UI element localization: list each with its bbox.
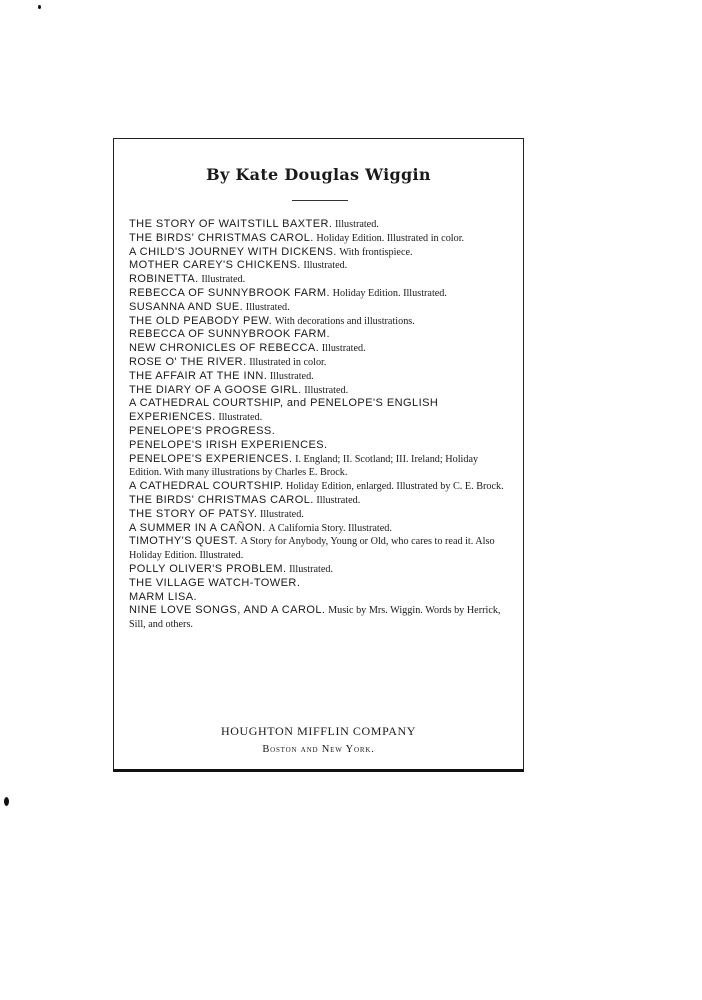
- list-item: [129, 232, 511, 246]
- book-title: THE VILLAGE WATCH-TOWER.: [129, 576, 301, 589]
- book-title: SUSANNA AND SUE.: [129, 300, 244, 313]
- list-item: [129, 522, 511, 536]
- list-item: [129, 218, 511, 232]
- page-speck: [38, 5, 41, 9]
- book-description: Holiday Edition. Illustrated.: [332, 287, 447, 299]
- book-description: Illustrated.: [303, 260, 348, 272]
- book-description: Illustrated.: [289, 563, 334, 575]
- book-title: ROBINETTA.: [129, 273, 199, 286]
- book-list: [129, 218, 511, 632]
- book-description: Music by Mrs. Wiggin. Words by Herrick, Sill, and others.: [129, 605, 501, 631]
- list-item: [129, 425, 511, 439]
- publisher-cities: Boston and New York.: [262, 744, 375, 755]
- book-title: POLLY OLIVER'S PROBLEM.: [129, 562, 287, 575]
- list-item: [129, 480, 511, 494]
- list-item: [129, 535, 511, 563]
- book-title: NINE LOVE SONGS, AND A CAROL.: [129, 604, 326, 617]
- book-description: Illustrated.: [321, 343, 366, 355]
- list-item: [129, 273, 511, 287]
- page-speck: [4, 797, 9, 806]
- book-title: THE STORY OF PATSY.: [129, 507, 258, 520]
- book-description: Illustrated.: [316, 494, 361, 506]
- list-item: [129, 508, 511, 522]
- book-title: A CHILD'S JOURNEY WITH DICKENS.: [129, 245, 337, 258]
- book-title: REBECCA OF SUNNYBROOK FARM.: [129, 328, 331, 341]
- book-title: MOTHER CAREY'S CHICKENS.: [129, 259, 301, 272]
- publisher-name: HOUGHTON MIFFLIN COMPANY: [220, 724, 417, 738]
- book-description: A Story for Anybody, Young or Old, who cares to read it. Also Holiday Edition. Illustrated.: [129, 536, 495, 562]
- list-item: [129, 397, 511, 425]
- list-item: [129, 591, 511, 605]
- advertisement-frame: [113, 138, 524, 772]
- book-title: A CATHEDRAL COURTSHIP.: [129, 480, 284, 493]
- book-description: Illustrated.: [259, 508, 304, 520]
- list-item: [129, 342, 511, 356]
- list-item: [129, 356, 511, 370]
- book-title: THE OLD PEABODY PEW.: [129, 314, 273, 327]
- list-item: [129, 370, 511, 384]
- list-item: [129, 328, 511, 342]
- list-item: [129, 315, 511, 329]
- list-item: [129, 563, 511, 577]
- book-title: ROSE O' THE RIVER.: [129, 355, 247, 368]
- book-description: Holiday Edition, enlarged. Illustrated by C. E. Brock.: [285, 481, 504, 493]
- book-description: Illustrated.: [304, 384, 349, 396]
- list-item: [129, 259, 511, 273]
- book-description: I. England; II. Scotland; III. Ireland; Holiday Edition. With many illustrations by Charles E. Brock.: [129, 453, 479, 479]
- book-title: A CATHEDRAL COURTSHIP, and PENELOPE'S ENGLISH EXPERIENCES.: [129, 397, 439, 424]
- list-item: [129, 453, 511, 481]
- book-description: Illustrated.: [201, 274, 246, 286]
- book-description: Holiday Edition. Illustrated in color.: [316, 232, 465, 244]
- list-item: [129, 604, 511, 632]
- list-item: [129, 301, 511, 315]
- book-description: Illustrated.: [218, 412, 263, 424]
- book-title: PENELOPE'S PROGRESS.: [129, 424, 276, 437]
- list-item: [129, 577, 511, 591]
- list-item: [129, 384, 511, 398]
- list-item: [129, 439, 511, 453]
- book-title: A SUMMER IN A CAÑON.: [129, 521, 266, 534]
- list-item: [129, 246, 511, 260]
- book-title: MARM LISA.: [129, 590, 198, 603]
- book-title: THE AFFAIR AT THE INN.: [129, 369, 268, 382]
- book-description: A California Story. Illustrated.: [268, 522, 392, 534]
- book-title: THE STORY OF WAITSTILL BAXTER.: [129, 218, 333, 230]
- book-title: REBECCA OF SUNNYBROOK FARM.: [129, 286, 331, 299]
- book-description: Illustrated.: [269, 370, 314, 382]
- book-title: THE BIRDS' CHRISTMAS CAROL.: [129, 231, 314, 244]
- heading-rule: [292, 200, 348, 201]
- book-description: Illustrated.: [335, 219, 379, 230]
- book-description: Illustrated.: [245, 301, 290, 313]
- page-heading: By Kate Douglas Wiggin: [206, 165, 431, 184]
- list-item: [129, 287, 511, 301]
- book-description: With frontispiece.: [339, 246, 413, 258]
- book-title: THE DIARY OF A GOOSE GIRL.: [129, 383, 302, 396]
- book-title: TIMOTHY'S QUEST.: [129, 535, 238, 548]
- book-title: NEW CHRONICLES OF REBECCA.: [129, 342, 320, 355]
- list-item: [129, 494, 511, 508]
- book-description: With decorations and illustrations.: [274, 315, 415, 327]
- book-title: PENELOPE'S IRISH EXPERIENCES.: [129, 438, 328, 451]
- book-title: PENELOPE'S EXPERIENCES.: [129, 452, 293, 465]
- book-title: THE BIRDS' CHRISTMAS CAROL.: [129, 493, 314, 506]
- book-description: Illustrated in color.: [249, 356, 327, 368]
